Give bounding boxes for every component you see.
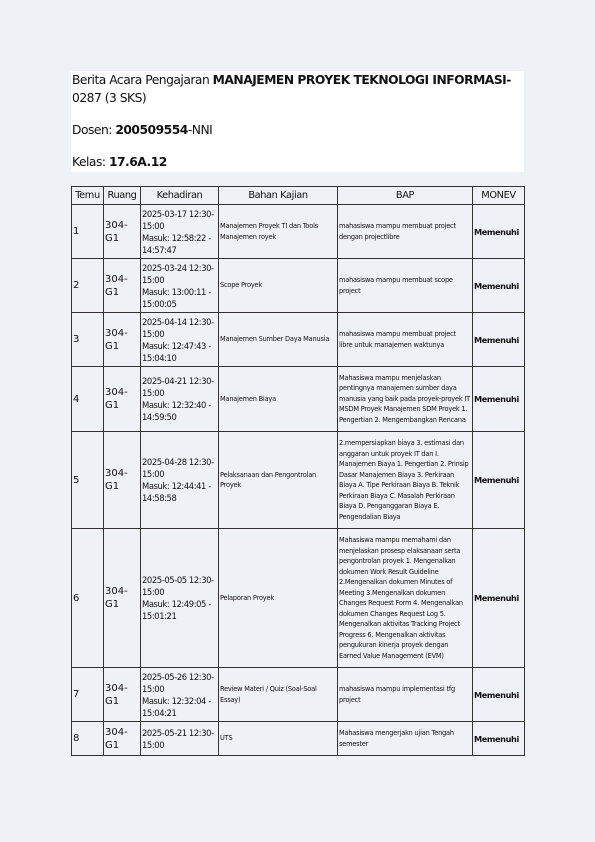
class-value: 17.6A.12 [108, 155, 167, 169]
table-header-row [72, 187, 525, 205]
table-row [72, 668, 525, 722]
topic: Pelaksanaan dan Pengontrolan Proyek [219, 432, 338, 529]
meeting-number: 2 [72, 259, 104, 313]
schedule: 2025-05-21 12:30-15:00 [142, 727, 214, 750]
check-in-time: Masuk: 12:49:05 - 15:01:21 [142, 599, 211, 621]
monev-status: Memenuhi [473, 432, 525, 529]
meeting-number: 4 [72, 367, 104, 432]
table-row [72, 313, 525, 367]
topic: Manajemen Proyek TI dan Tools Manajemen royek [219, 205, 338, 259]
col-header-ruang: Ruang [104, 187, 141, 205]
topic: Pelaporan Proyek [219, 529, 338, 668]
schedule: 2025-03-17 12:30-15:00 [142, 208, 214, 231]
schedule: 2025-05-05 12:30-15:00 [142, 575, 214, 597]
table-row [72, 205, 525, 259]
table-row [72, 432, 525, 529]
room: 304-G1 [104, 259, 141, 313]
check-in-time: Masuk: 12:58:22 - 14:57:47 [142, 232, 211, 255]
topic: Manajemen Biaya [219, 367, 338, 432]
attendance-cell [141, 313, 219, 367]
schedule: 2025-04-28 12:30-15:00 [142, 457, 214, 479]
bap-text: 2.mempersiapkan biaya 3. estimasi dan anggaran untuk proyek IT dan I. Manajemen Biaya 1. Pengertian 2. Prinsip Dasar Manajemen Biaya 3. Perkiraan Biaya A. Tipe Perkiraan Biaya B. Teknik Perkiraan Biaya C. Masalah Perkiraan Biaya D. Penganggaran Biaya E. Pengendalian Biaya [338, 432, 473, 529]
meeting-number: 8 [72, 722, 104, 756]
monev-status: Memenuhi [473, 722, 525, 756]
table-row [72, 722, 525, 756]
schedule: 2025-04-21 12:30-15:00 [142, 376, 214, 398]
class-label: Kelas: [72, 155, 109, 169]
bap-text: Mahasiswa mampu memahami dan menjelaskan prosesp elaksanaan serta pengontrolan proyek 1. Mengenalkan dokumen Work Result Guideline 2.Mengenalkan dokumen Minutes of Meeting 3.Mengenalkan dokumen Changes Request Form 4. Mengenalkan dokumen Changes Request Log 5. Mengenalkan aktivitas Tracking Project Progress 6. Mengenalkan aktivitas pengukuran kinerja proyek dengan Earned Value Management (EVM) [338, 529, 473, 668]
col-header-kehadiran: Kehadiran [141, 187, 219, 205]
attendance-cell [141, 668, 219, 722]
col-header-temu: Temu [72, 187, 104, 205]
class-line [72, 154, 167, 171]
document-header [71, 71, 524, 172]
attendance-cell [141, 722, 219, 756]
topic: Manajemen Sumber Daya Manusia [219, 313, 338, 367]
meeting-number: 5 [72, 432, 104, 529]
monev-status: Memenuhi [473, 259, 525, 313]
table-row [72, 367, 525, 432]
attendance-cell [141, 529, 219, 668]
bap-text: mahasiswa mampu membuat scope project [338, 259, 473, 313]
topic: Review Materi / Quiz (Soal-Soal Essay) [219, 668, 338, 722]
monev-status: Memenuhi [473, 367, 525, 432]
lecturer-label: Dosen: [72, 123, 116, 137]
room: 304-G1 [104, 529, 141, 668]
meeting-number: 1 [72, 205, 104, 259]
course-code-line: 0287 (3 SKS) [72, 91, 147, 105]
table-row [72, 259, 525, 313]
room: 304-G1 [104, 313, 141, 367]
monev-status: Memenuhi [473, 205, 525, 259]
bap-text: Mahasiswa mampu menjelaskan pentingnya manajemen sumber daya manusia yang baik pada proyek-proyek IT MSDM Proyek Manajemen SDM Proyek 1. Pengertian 2. Mengembangkan Rencana [338, 367, 473, 432]
bap-text: Mahasiswa mengerjakn ujian Tengah semester [338, 722, 473, 756]
attendance-cell [141, 432, 219, 529]
attendance-cell [141, 205, 219, 259]
schedule: 2025-04-14 12:30-15:00 [142, 316, 214, 339]
topic: UTS [219, 722, 338, 756]
room: 304-G1 [104, 722, 141, 756]
attendance-cell [141, 259, 219, 313]
schedule: 2025-05-26 12:30-15:00 [142, 671, 214, 694]
check-in-time: Masuk: 12:47:43 - 15:04:10 [142, 340, 211, 363]
course-code-dash: - [506, 73, 511, 87]
check-in-time: Masuk: 13:00:11 - 15:00:05 [142, 286, 211, 309]
col-header-monev: MONEV [473, 187, 525, 205]
col-header-bahan-kajian: Bahan Kajian [219, 187, 338, 205]
monev-status: Memenuhi [473, 313, 525, 367]
course-name: MANAJEMEN PROYEK TEKNOLOGI INFORMASI [212, 73, 507, 87]
col-header-bap: BAP [338, 187, 473, 205]
room: 304-G1 [104, 432, 141, 529]
room: 304-G1 [104, 205, 141, 259]
monev-status: Memenuhi [473, 668, 525, 722]
monev-status: Memenuhi [473, 529, 525, 668]
table-row [72, 529, 525, 668]
attendance-table [71, 186, 525, 756]
check-in-time: Masuk: 12:44:41 - 14:58:58 [142, 481, 211, 503]
title-line [72, 72, 511, 89]
check-in-time: Masuk: 12:32:40 - 14:59:50 [142, 400, 211, 422]
lecturer-id: 200509554 [115, 123, 188, 137]
check-in-time: Masuk: 12:32:04 - 15:04:21 [142, 695, 211, 718]
topic: Scope Proyek [219, 259, 338, 313]
attendance-cell [141, 367, 219, 432]
lecturer-suffix: -NNI [187, 123, 213, 137]
title-prefix: Berita Acara Pengajaran [72, 73, 213, 87]
bap-text: mahasiswa mampu membuat project libre untuk manajemen waktunya [338, 313, 473, 367]
meeting-number: 7 [72, 668, 104, 722]
room: 304-G1 [104, 668, 141, 722]
bap-text: mahasiswa mampu implementasi tfg project [338, 668, 473, 722]
meeting-number: 6 [72, 529, 104, 668]
room: 304-G1 [104, 367, 141, 432]
lecturer-line [72, 122, 212, 139]
bap-text: mahasiswa mampu membuat project dengan projectlibre [338, 205, 473, 259]
schedule: 2025-03-24 12:30-15:00 [142, 262, 214, 285]
meeting-number: 3 [72, 313, 104, 367]
